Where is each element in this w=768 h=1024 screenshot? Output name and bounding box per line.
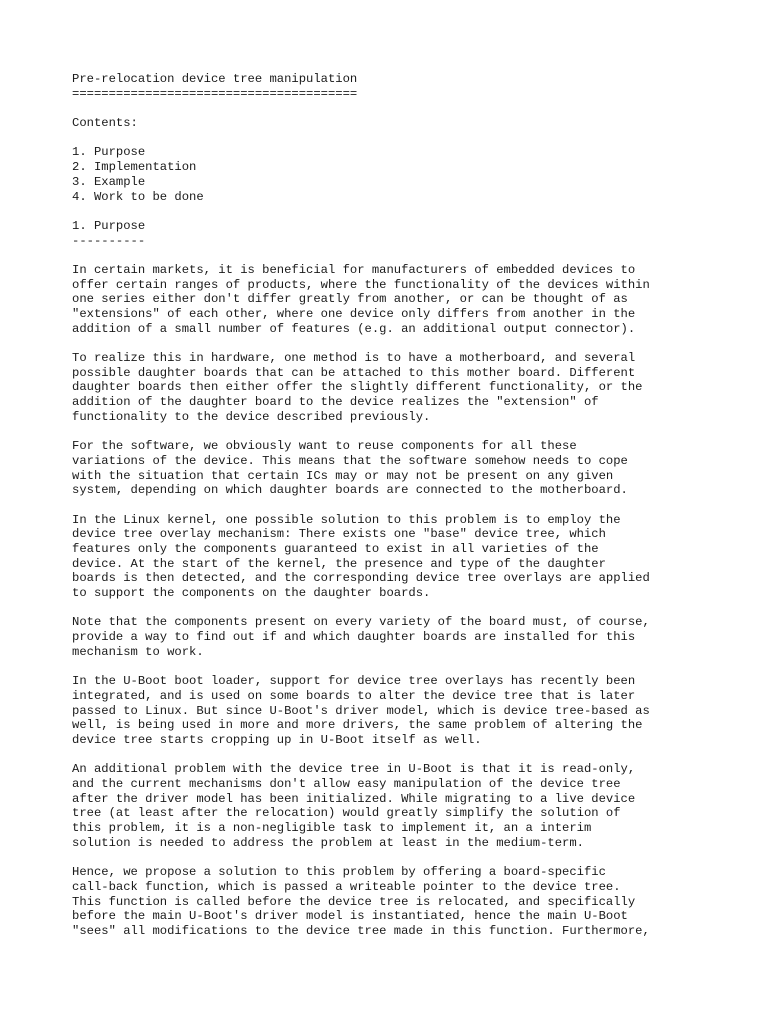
- text-line: device tree overlay mechanism: There exists one "base" device tree, which: [72, 527, 606, 542]
- contents-item: 3. Example: [72, 174, 146, 189]
- text-line: In certain markets, it is beneficial for manufacturers of embedded devices to: [72, 262, 636, 277]
- text-line: passed to Linux. But since U-Boot's driver model, which is device tree-based as: [72, 703, 650, 718]
- text-line: Hence, we propose a solution to this problem by offering a board-specific: [72, 865, 606, 880]
- contents-list: [72, 145, 692, 204]
- body-paragraph: [72, 762, 692, 850]
- text-line: tree (at least after the relocation) would greatly simplify the solution of: [72, 806, 621, 821]
- document-page: [72, 72, 692, 939]
- contents-item: 4. Work to be done: [72, 189, 204, 204]
- text-line: well, is being used in more and more drivers, the same problem of altering the: [72, 718, 643, 733]
- text-line: features only the components guaranteed to exist in all varieties of the: [72, 542, 599, 556]
- document-title-block: [72, 72, 692, 101]
- text-line: Note that the components present on every variety of the board must, of course,: [72, 615, 650, 630]
- body-paragraph: [72, 615, 692, 659]
- text-line: solution is needed to address the problem at least in the medium-term.: [72, 835, 584, 850]
- contents-heading: Contents:: [72, 116, 138, 131]
- contents-item: 2. Implementation: [72, 160, 197, 175]
- body-paragraph: [72, 513, 692, 601]
- body-paragraph: [72, 674, 692, 747]
- text-line: before the main U-Boot's driver model is instantiated, hence the main U-Boot: [72, 909, 628, 924]
- text-line: system, depending on which daughter boards are connected to the motherboard.: [72, 483, 628, 498]
- section-heading: 1. Purpose: [72, 218, 146, 233]
- text-line: this problem, it is a non-negligible task to implement it, an a interim: [72, 821, 592, 836]
- text-line: addition of a small number of features (e.g. an additional output connector).: [72, 321, 636, 336]
- text-line: device tree starts cropping up in U-Boot itself as well.: [72, 732, 482, 747]
- text-line: In the Linux kernel, one possible solution to this problem is to employ the: [72, 512, 621, 527]
- text-line: integrated, and is used on some boards to alter the device tree that is later: [72, 688, 636, 703]
- text-line: To realize this in hardware, one method is to have a motherboard, and several: [72, 351, 636, 366]
- text-line: "sees" all modifications to the device tree made in this function. Furthermore,: [72, 923, 650, 938]
- text-line: For the software, we obviously want to reuse components for all these: [72, 439, 577, 454]
- text-line: mechanism to work.: [72, 644, 204, 659]
- text-line: This function is called before the device tree is relocated, and specifically: [72, 894, 636, 909]
- text-line: device. At the start of the kernel, the presence and type of the daughter: [72, 556, 606, 571]
- body-paragraphs: [72, 263, 692, 939]
- section-underline: ----------: [72, 233, 146, 248]
- contents-item: 1. Purpose: [72, 145, 146, 160]
- text-line: daughter boards then either offer the slightly different functionality, or the: [72, 380, 643, 395]
- text-line: after the driver model has been initialized. While migrating to a live device: [72, 791, 636, 806]
- title-underline: =======================================: [72, 86, 358, 101]
- contents-heading-block: [72, 116, 692, 131]
- text-line: functionality to the device described previously.: [72, 409, 431, 424]
- text-line: with the situation that certain ICs may or may not be present on any given: [72, 468, 614, 483]
- text-line: offer certain ranges of products, where the functionality of the devices within: [72, 277, 650, 292]
- text-line: one series either don't differ greatly from another, or can be thought of as: [72, 292, 628, 307]
- body-paragraph: [72, 865, 692, 938]
- text-line: call-back function, which is passed a writeable pointer to the device tree.: [72, 879, 621, 894]
- text-line: In the U-Boot boot loader, support for device tree overlays has recently been: [72, 674, 636, 689]
- text-line: An additional problem with the device tree in U-Boot is that it is read-only,: [72, 762, 636, 777]
- section-heading-block: [72, 219, 692, 248]
- text-line: to support the components on the daughter boards.: [72, 586, 431, 601]
- text-line: boards is then detected, and the corresponding device tree overlays are applied: [72, 571, 650, 586]
- text-line: provide a way to find out if and which daughter boards are installed for this: [72, 630, 636, 645]
- text-line: and the current mechanisms don't allow easy manipulation of the device tree: [72, 777, 621, 791]
- text-line: "extensions" of each other, where one device only differs from another in the: [72, 307, 636, 321]
- text-line: addition of the daughter board to the device realizes the "extension" of: [72, 395, 599, 410]
- document-title: Pre-relocation device tree manipulation: [72, 72, 358, 86]
- body-paragraph: [72, 439, 692, 498]
- body-paragraph: [72, 351, 692, 424]
- text-line: possible daughter boards that can be attached to this mother board. Different: [72, 365, 636, 380]
- text-line: variations of the device. This means that the software somehow needs to cope: [72, 453, 628, 468]
- body-paragraph: [72, 263, 692, 336]
